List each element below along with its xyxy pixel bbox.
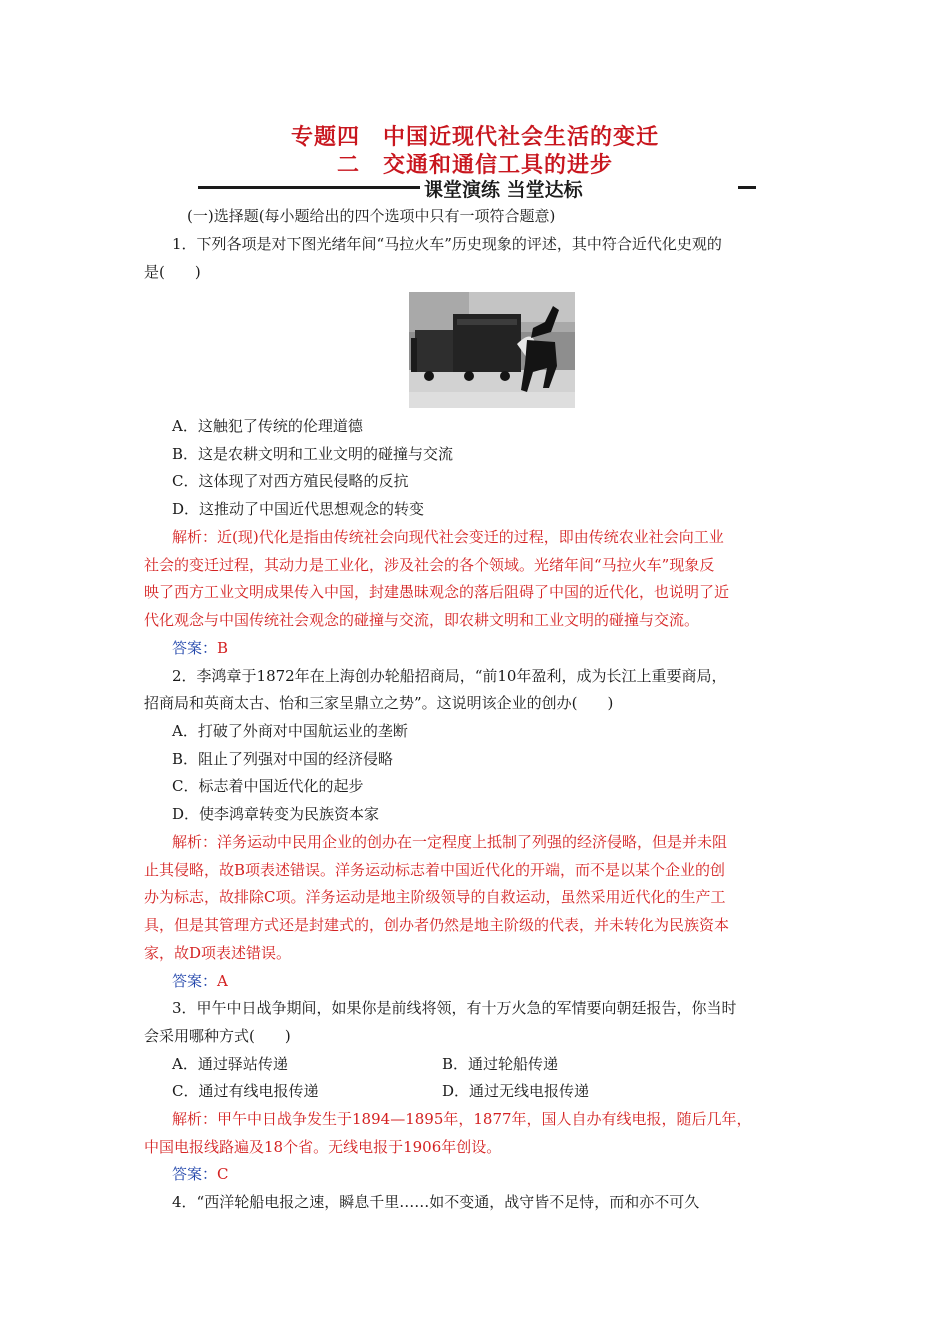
q2-stem-line2: 招商局和英商太古、怡和三家呈鼎立之势”。这说明该企业的创办( ) xyxy=(144,694,614,712)
q3-option-c: C．通过有线电报传递 xyxy=(172,1082,319,1100)
banner-text: 课堂演练 当堂达标 xyxy=(424,179,583,201)
q2-analysis-line1 xyxy=(172,832,727,852)
horse-drawn-train-photo xyxy=(409,292,575,408)
q2-answer-value: A xyxy=(217,972,228,990)
q2-analysis-line5: 家，故D项表述错误。 xyxy=(144,944,292,962)
q3-answer xyxy=(172,1164,229,1184)
q1-analysis-line1 xyxy=(172,527,724,547)
q1-option-a: A．这触犯了传统的伦理道德 xyxy=(172,417,363,435)
q3-option-a: A．通过驿站传递 xyxy=(172,1055,288,1073)
q2-option-a: A．打破了外商对中国航运业的垄断 xyxy=(172,722,408,740)
q2-answer xyxy=(172,971,228,991)
horse-train-illustration xyxy=(409,292,575,408)
q3-option-d: D．通过无线电报传递 xyxy=(442,1082,590,1100)
q1-option-c: C．这体现了对西方殖民侵略的反抗 xyxy=(172,472,409,490)
lesson-title: 二 交通和通信工具的进步 xyxy=(336,153,613,178)
section-heading: (一)选择题(每小题给出的四个选项中只有一项符合题意) xyxy=(187,207,556,225)
q3-analysis-line2: 中国电报线路遍及18个省。无线电报于1906年创设。 xyxy=(144,1138,502,1156)
q2-analysis-line4: 具，但是其管理方式还是封建式的，创办者仍然是地主阶级的代表，并未转化为民族资本 xyxy=(144,916,730,934)
q2-stem-line1: 2．李鸿章于1872年在上海创办轮船招商局，“前10年盈利，成为长江上重要商局， xyxy=(172,667,727,685)
q1-stem-line2: 是( ) xyxy=(144,263,201,281)
q1-answer xyxy=(172,638,228,658)
q3-answer-value: C xyxy=(217,1165,229,1183)
q1-analysis-line2: 社会的变迁过程，其动力是工业化，涉及社会的各个领域。光绪年间“马拉火车”现象反 xyxy=(144,556,715,574)
q3-analysis-text1: 甲午中日战争发生于1894—1895年，1877年，国人自办有线电报，随后几年， xyxy=(217,1110,752,1128)
q1-stem-line1: 1．下列各项是对下图光绪年间“马拉火车”历史现象的评述，其中符合近代化史观的 xyxy=(172,235,722,253)
q1-answer-value: B xyxy=(217,639,229,657)
q3-analysis-line1 xyxy=(172,1109,752,1129)
q2-option-b: B．阻止了列强对中国的经济侵略 xyxy=(172,750,394,768)
q2-analysis-line2: 止其侵略，故B项表述错误。洋务运动标志着中国近代化的开端，而不是以某个企业的创 xyxy=(144,861,726,879)
q3-answer-label: 答案： xyxy=(172,1165,218,1183)
q1-analysis-label: 解析： xyxy=(172,528,218,546)
q2-analysis-line3: 办为标志，故排除C项。洋务运动是地主阶级领导的自救运动，虽然采用近代化的生产工 xyxy=(144,888,726,906)
q3-analysis-label: 解析： xyxy=(172,1110,218,1128)
q1-option-b: B．这是农耕文明和工业文明的碰撞与交流 xyxy=(172,445,454,463)
q1-analysis-text1: 近(现)代化是指由传统社会向现代社会变迁的过程，即由传统农业社会向工业 xyxy=(217,528,724,546)
topic-title: 专题四 中国近现代社会生活的变迁 xyxy=(290,125,659,150)
q1-analysis-line3: 映了西方工业文明成果传入中国，封建愚昧观念的落后阻碍了中国的近代化，也说明了近 xyxy=(144,583,730,601)
q1-analysis-line4: 代化观念与中国传统社会观念的碰撞与交流，即农耕文明和工业文明的碰撞与交流。 xyxy=(144,611,700,629)
q2-analysis-text1: 洋务运动中民用企业的创办在一定程度上抵制了列强的经济侵略，但是并未阻 xyxy=(217,833,728,851)
q2-analysis-label: 解析： xyxy=(172,833,218,851)
q3-option-b: B．通过轮船传递 xyxy=(442,1055,559,1073)
q1-answer-label: 答案： xyxy=(172,639,218,657)
q1-option-d: D．这推动了中国近代思想观念的转变 xyxy=(172,500,425,518)
section-banner xyxy=(198,176,756,201)
q3-stem-line2: 会采用哪种方式( ) xyxy=(144,1027,291,1045)
q4-stem-line1: 4．“西洋轮船电报之速，瞬息千里……如不变通，战守皆不足恃，而和亦不可久 xyxy=(172,1193,700,1211)
banner-rule-right xyxy=(738,186,756,189)
q3-stem-line1: 3．甲午中日战争期间，如果你是前线将领，有十万火急的军情要向朝廷报告，你当时 xyxy=(172,999,737,1017)
q2-answer-label: 答案： xyxy=(172,972,218,990)
q2-option-c: C．标志着中国近代化的起步 xyxy=(172,777,364,795)
banner-rule-left xyxy=(198,186,420,189)
q2-option-d: D．使李鸿章转变为民族资本家 xyxy=(172,805,380,823)
